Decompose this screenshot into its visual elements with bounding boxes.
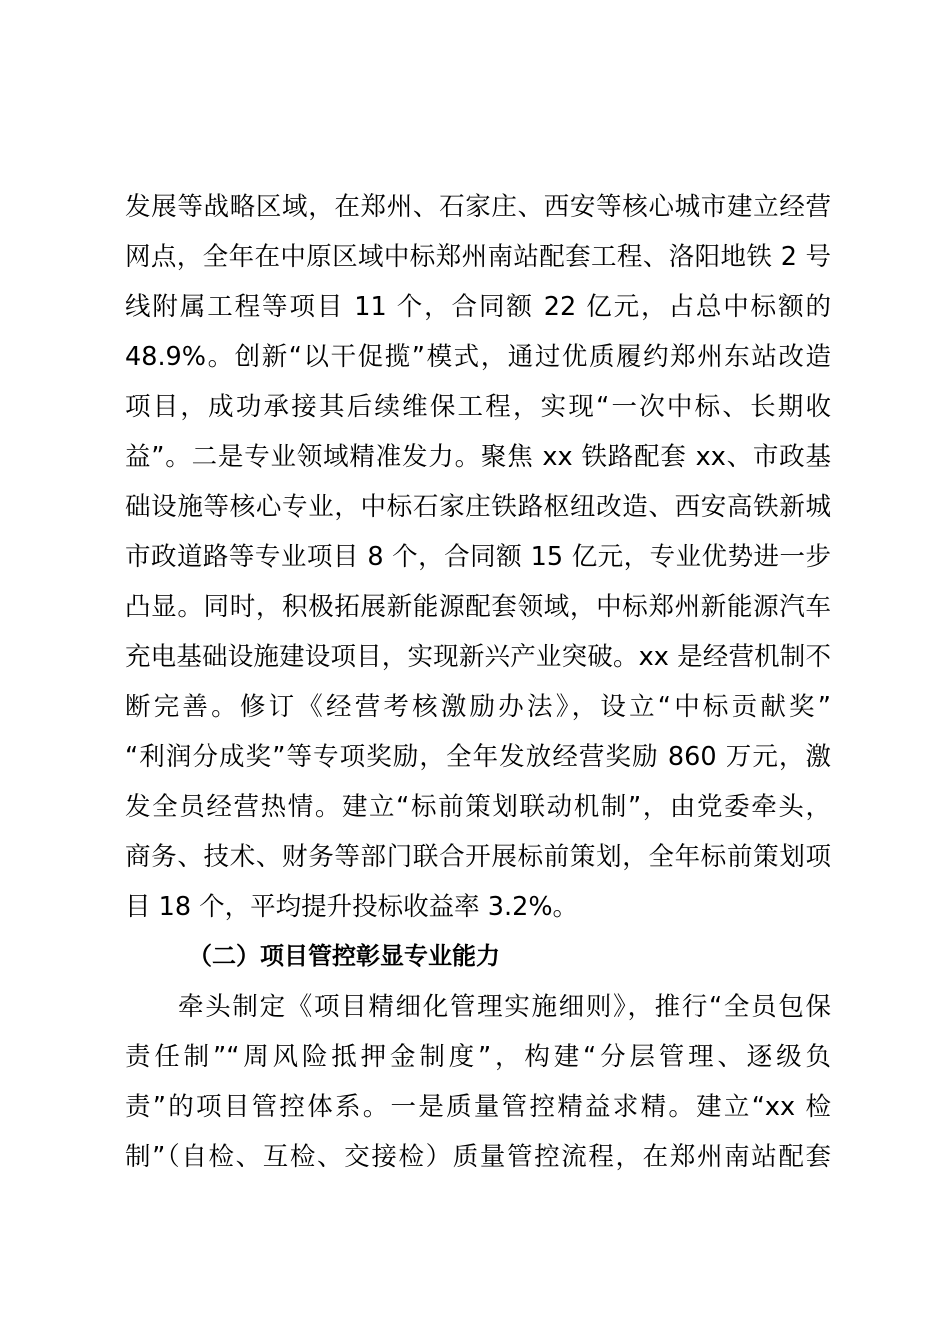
paragraph-line: 责”的项目管控体系。一是质量管控精益求精。建立“xx 检	[125, 1092, 831, 1122]
paragraph-line: 项目，成功承接其后续维保工程，实现“一次中标、长期收	[125, 392, 831, 422]
paragraph-line: 发全员经营热情。建立“标前策划联动机制”，由党委牵头，	[125, 792, 831, 822]
paragraph-line: 网点，全年在中原区域中标郑州南站配套工程、洛阳地铁 2 号	[125, 242, 831, 272]
paragraph-line: “利润分成奖”等专项奖励，全年发放经营奖励 860 万元，激	[125, 742, 831, 772]
paragraph-line: 断完善。修订《经营考核激励办法》，设立“中标贡献奖”	[125, 692, 831, 722]
paragraph-line: 责任制”“周风险抵押金制度”，构建“分层管理、逐级负	[125, 1042, 831, 1072]
paragraph-line: 市政道路等专业项目 8 个，合同额 15 亿元，专业优势进一步	[125, 542, 831, 572]
paragraph-line: 48.9%。创新“以干促揽”模式，通过优质履约郑州东站改造	[125, 342, 831, 372]
paragraph-line: 凸显。同时，积极拓展新能源配套领域，中标郑州新能源汽车	[125, 592, 831, 622]
section-heading: （二）项目管控彰显专业能力	[188, 942, 500, 970]
paragraph-line: 商务、技术、财务等部门联合开展标前策划，全年标前策划项	[125, 842, 831, 872]
paragraph-line: 线附属工程等项目 11 个，合同额 22 亿元，占总中标额的	[125, 292, 831, 322]
paragraph-line: 益”。二是专业领域精准发力。聚焦 xx 铁路配套 xx、市政基	[125, 442, 831, 472]
paragraph-line: 牵头制定《项目精细化管理实施细则》，推行“全员包保	[178, 992, 831, 1022]
paragraph-line: 充电基础设施建设项目，实现新兴产业突破。xx 是经营机制不	[125, 642, 831, 672]
paragraph-line: 发展等战略区域，在郑州、石家庄、西安等核心城市建立经营	[125, 192, 831, 222]
paragraph-line: 础设施等核心专业，中标石家庄铁路枢纽改造、西安高铁新城	[125, 492, 831, 522]
paragraph-line: 目 18 个，平均提升投标收益率 3.2%。	[125, 892, 579, 922]
paragraph-line: 制”（自检、互检、交接检）质量管控流程，在郑州南站配套	[125, 1142, 831, 1172]
